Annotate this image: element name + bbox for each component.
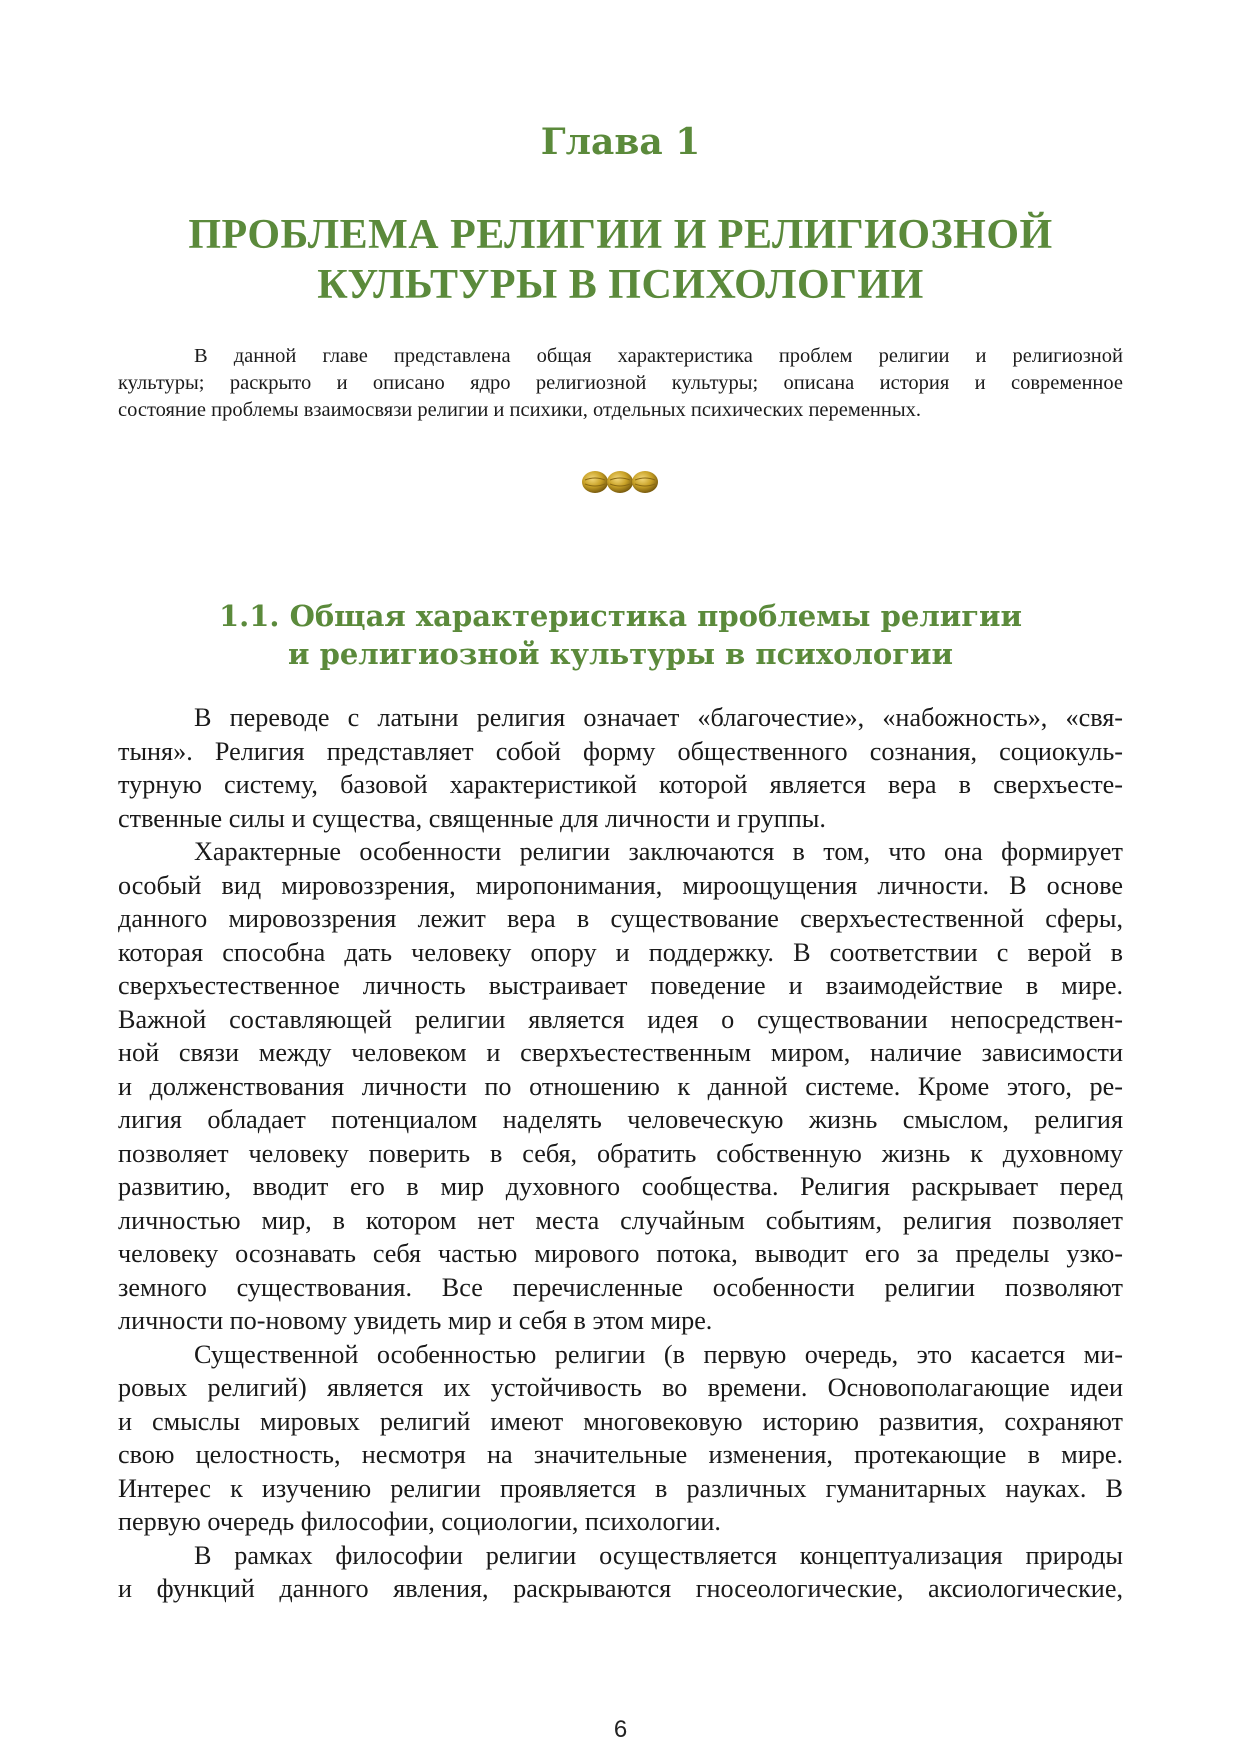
body-line: и долженствования личности по отношению к данной системе. Кроме этого, ре- [118,1071,1123,1101]
body-line: человеку осознавать себя частью мирового потока, выводит его за пределы узко- [118,1239,1123,1268]
chapter-title-line: КУЛЬТУРЫ В ПСИХОЛОГИИ [317,262,924,308]
abstract-line: В данной главе представлена общая характеристика проблем религии и религиозной [194,345,1123,367]
body-text [118,701,1123,1606]
body-line: Характерные особенности религии заключаются в том, что она формирует [194,837,1123,866]
body-line: позволяет человеку поверить в себя, обратить собственную жизнь к духовному [118,1138,1123,1168]
body-line: В переводе с латыни религия означает «благочестие», «набожность», «свя- [194,703,1123,732]
chapter-label: Глава 1 [540,121,701,163]
three-gold-beads-icon [580,467,660,497]
body-line: ной связи между человеком и сверхъестественным миром, наличие зависимости [118,1038,1123,1067]
abstract-line: состояние проблемы взаимосвязи религии и психики, отдельных психических переменных. [118,399,922,421]
body-line: В рамках философии религии осуществляется концептуализация природы [194,1540,1123,1570]
body-line: и смыслы мировых религий имеют многовековую историю развития, сохраняют [118,1406,1123,1436]
body-line: земного существования. Все перечисленные особенности религии позволяют [118,1272,1123,1302]
body-line: тыня». Религия представляет собой форму общественного сознания, социокуль- [118,736,1123,766]
body-line: Существенной особенностью религии (в первую очередь, это касается ми- [194,1339,1123,1369]
body-line: первую очередь философии, социологии, психологии. [118,1507,721,1536]
body-line: свою целостность, несмотря на значительные изменения, протекающие в мире. [118,1440,1123,1469]
body-line: развитию, вводит его в мир духовного сообщества. Религия раскрывает перед [118,1172,1123,1201]
body-line: данного мировоззрения лежит вера в существование сверхъестественной сферы, [118,904,1123,933]
chapter-abstract [118,343,1123,424]
body-line: личности по-новому увидеть мир и себя в этом мире. [118,1306,713,1335]
body-line: Важной составляющей религии является идея о существовании непосредствен- [118,1004,1123,1034]
section-title-line: 1.1. Общая характеристика проблемы религии [218,599,1023,633]
document-page [118,0,1123,1754]
abstract-line: культуры; раскрыто и описано ядро религиозной культуры; описана история и современное [118,372,1123,394]
body-line: сверхъестественное личность выстраивает поведение и взаимодействие в мире. [118,971,1123,1000]
body-line: особый вид мировоззрения, миропонимания, мироощущения личности. В основе [118,870,1123,900]
body-line: которая способна дать человеку опору и поддержку. В соответствии с верой в [118,937,1123,967]
body-line: личностью мир, в котором нет места случайным событиям, религия позволяет [118,1205,1123,1235]
body-line: лигия обладает потенциалом наделять человеческую жизнь смыслом, религия [118,1105,1123,1134]
bead-shape [607,471,633,493]
page-number: 6 [613,1716,628,1743]
chapter-title [118,210,1123,310]
bead-shape [632,471,658,493]
section-title-line: и религиозной культуры в психологии [287,637,954,671]
body-line: турную систему, базовой характеристикой которой является вера в сверхъесте- [118,770,1123,799]
body-line: и функций данного явления, раскрываются гносеологические, аксиологические, [118,1574,1123,1603]
chapter-title-line: ПРОБЛЕМА РЕЛИГИИ И РЕЛИГИОЗНОЙ [188,212,1053,258]
section-title [118,597,1123,673]
body-line: ровых религий) является их устойчивость во времени. Основополагающие идеи [118,1373,1123,1402]
body-line: Интерес к изучению религии проявляется в различных гуманитарных науках. В [118,1473,1123,1503]
bead-shape [582,471,608,493]
body-line: ственные силы и существа, священные для личности и группы. [118,803,826,833]
